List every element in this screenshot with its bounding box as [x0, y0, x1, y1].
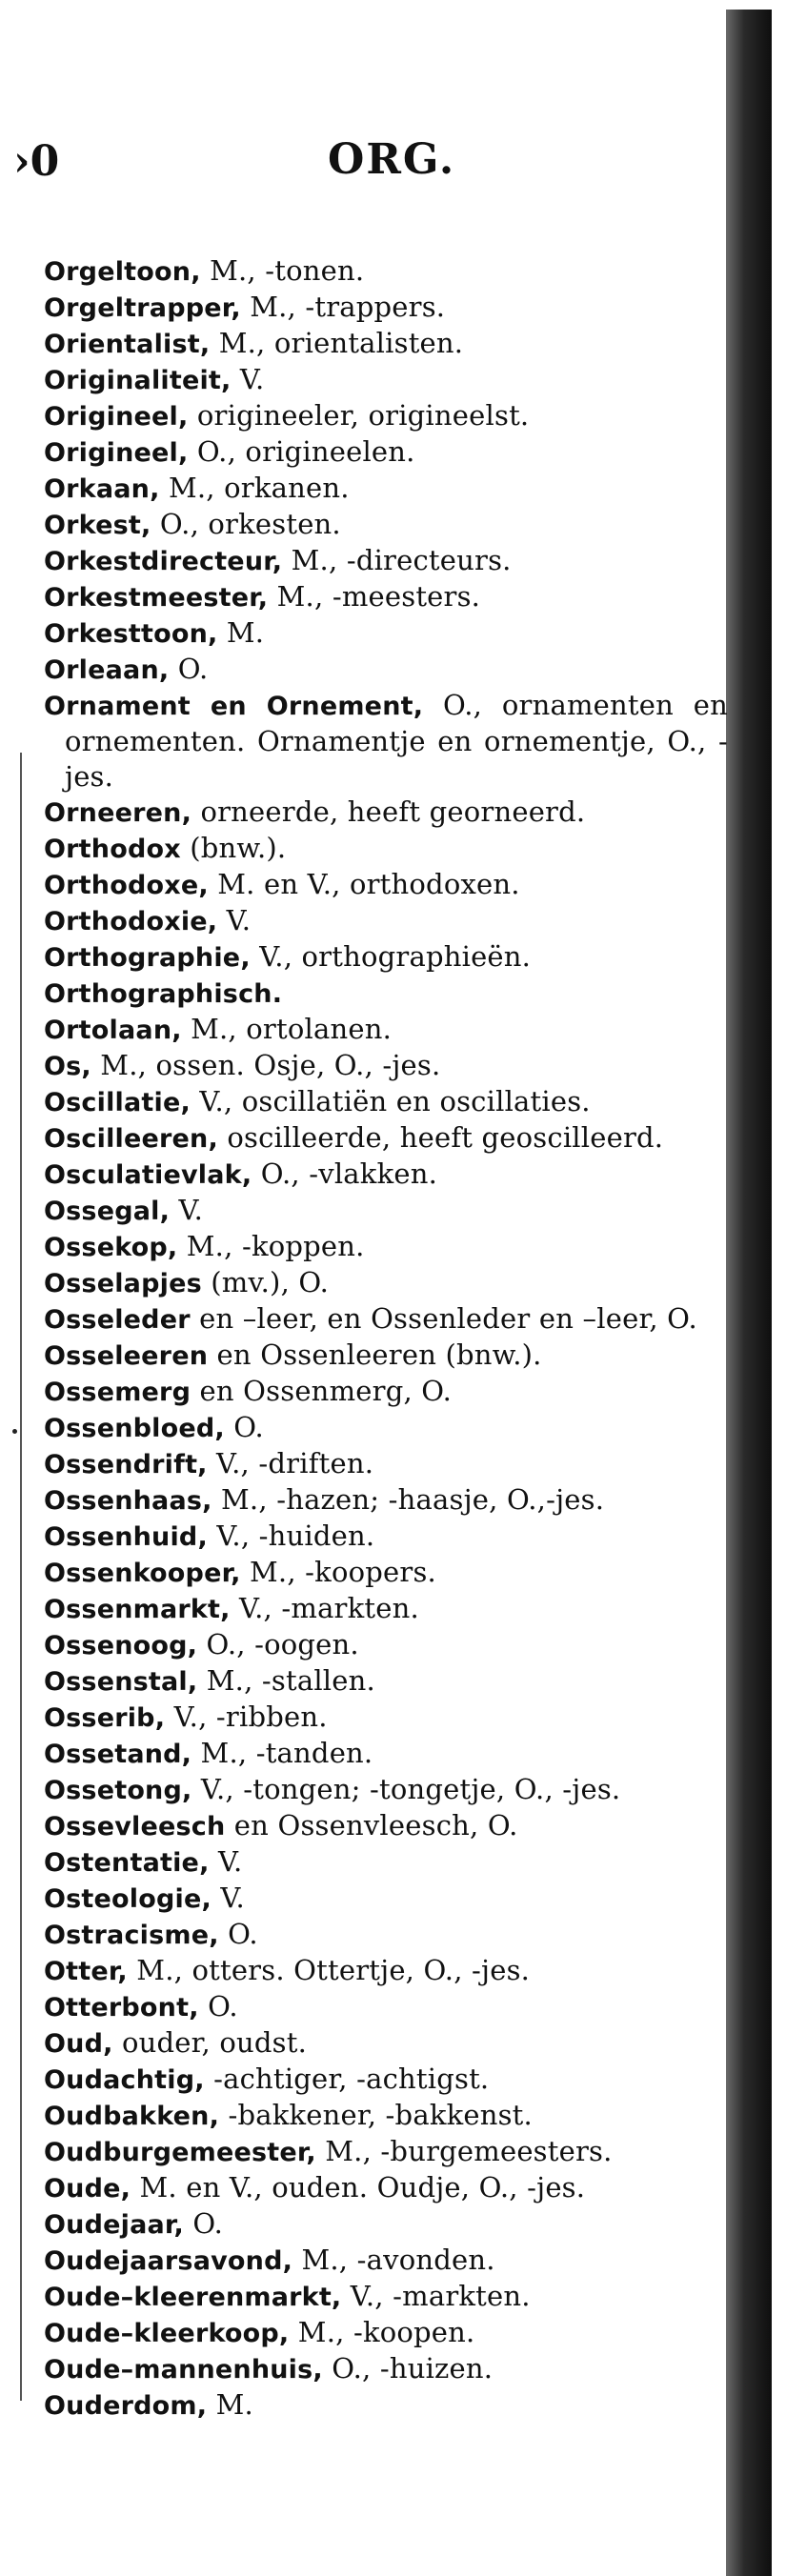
entry-definition: O. — [224, 1411, 264, 1443]
dictionary-entry — [44, 1953, 728, 1989]
entry-headword: Osselapjes — [44, 1269, 202, 1298]
dictionary-entry — [44, 1881, 728, 1917]
entry-headword: Orkestmeester, — [44, 583, 269, 613]
dictionary-entry — [44, 253, 728, 290]
entry-definition: V. — [211, 1882, 245, 1914]
entry-definition: M. — [207, 2388, 253, 2421]
entry-definition: (bnw.). — [180, 832, 287, 864]
entry-headword: Oudbakken, — [44, 2102, 220, 2131]
dictionary-entry — [44, 903, 728, 939]
dictionary-entry — [44, 1519, 728, 1555]
dictionary-entry — [44, 652, 728, 688]
entry-headword: Os, — [44, 1052, 91, 1081]
entry-headword: Orkaan, — [44, 474, 160, 504]
entry-definition: V. — [170, 1194, 203, 1226]
entry-definition: -bakkener, -bakkenst. — [219, 2099, 533, 2131]
entry-headword: Otterbont, — [44, 1993, 199, 2023]
dictionary-entry — [44, 1265, 728, 1301]
entry-definition: O. — [169, 653, 209, 685]
dictionary-entry — [44, 831, 728, 867]
entry-headword: Oudejaarsavond, — [44, 2246, 293, 2276]
dictionary-entry — [44, 2062, 728, 2098]
dictionary-entry — [44, 867, 728, 903]
entry-headword: Ortolaan, — [44, 1016, 182, 1045]
entry-headword: Osseleeren — [44, 1341, 209, 1371]
dictionary-entry — [44, 2206, 728, 2243]
entry-definition: oscilleerde, heeft geoscilleerd. — [217, 1121, 664, 1154]
entry-definition: V., -driften. — [207, 1447, 374, 1479]
entry-definition: ouder, oudst. — [112, 2026, 308, 2059]
entry-headword: Orientalist, — [44, 330, 211, 359]
dictionary-entry — [44, 1591, 728, 1627]
dictionary-entry — [44, 1627, 728, 1663]
dictionary-entry — [44, 976, 728, 1012]
dictionary-entry — [44, 1772, 728, 1808]
entry-definition: M. en V., ouden. Oudje, O., -jes. — [131, 2171, 586, 2204]
entry-headword: Orthodox — [44, 835, 181, 864]
entry-headword: Oude–mannenhuis, — [44, 2355, 323, 2385]
dictionary-entry — [44, 434, 728, 471]
entry-definition: M., -meesters. — [268, 580, 481, 613]
entry-headword: Otter, — [44, 1957, 128, 1986]
entry-definition: V. — [209, 1845, 243, 1878]
dictionary-entry — [44, 2387, 728, 2424]
entry-definition: M., -hazen; -haasje, O.,-jes. — [212, 1483, 605, 1516]
dictionary-entry — [44, 2315, 728, 2351]
dictionary-entry — [44, 1084, 728, 1120]
entry-definition: M., otters. Ottertje, O., -jes. — [127, 1954, 531, 1986]
entry-definition: M., -koppen. — [177, 1230, 365, 1262]
dictionary-entry — [44, 471, 728, 507]
entry-headword: Orthodoxe, — [44, 871, 209, 900]
dictionary-entry — [44, 615, 728, 652]
entry-definition: O., ornamenten en ornementen. Ornamentje en ornementje, O., -jes. — [65, 689, 729, 793]
dictionary-entry — [44, 2170, 728, 2206]
entry-definition: en Ossenleeren (bnw.). — [208, 1338, 542, 1371]
dictionary-entry — [44, 1808, 728, 1844]
entry-definition: en Ossenvleesch, O. — [225, 1809, 518, 1841]
entry-headword: Ossendrift, — [44, 1450, 208, 1479]
dictionary-entry — [44, 1301, 728, 1338]
entry-definition: O., origineelen. — [188, 435, 415, 468]
dictionary-entry — [44, 1012, 728, 1048]
dictionary-entry — [44, 2279, 728, 2315]
entry-headword: Ornament en Ornement, — [44, 692, 424, 721]
dictionary-entry — [44, 1555, 728, 1591]
entry-definition: O., orkesten. — [151, 508, 341, 540]
entry-definition: V., -ribben. — [165, 1701, 328, 1733]
entry-definition: V. — [217, 904, 252, 936]
entry-headword: Ossenhaas, — [44, 1486, 212, 1516]
entry-definition: M. en V., orthodoxen. — [208, 868, 520, 900]
dictionary-entry — [44, 1157, 728, 1193]
entry-definition: M., orkanen. — [159, 472, 350, 504]
entry-definition: V., -markten. — [341, 2280, 531, 2312]
dictionary-entry — [44, 579, 728, 615]
entry-definition: V., orthographieën. — [250, 940, 532, 973]
entry-definition: M., ossen. Osje, O., -jes. — [91, 1049, 441, 1081]
entry-headword: Ossetand, — [44, 1740, 192, 1769]
entry-headword: Ossenstal, — [44, 1667, 198, 1697]
entry-headword: Oude–kleerkoop, — [44, 2319, 290, 2348]
dictionary-entry — [44, 1736, 728, 1772]
entry-headword: Oude–kleerenmarkt, — [44, 2283, 342, 2312]
entry-definition: M., -stallen. — [197, 1664, 375, 1697]
dictionary-entry — [44, 362, 728, 398]
entry-definition: V., -huiden. — [207, 1519, 375, 1552]
entry-definition: V., -markten. — [230, 1592, 419, 1624]
dictionary-entry — [44, 1989, 728, 2025]
dictionary-entry — [44, 398, 728, 434]
entry-headword: Ostracisme, — [44, 1921, 219, 1950]
dictionary-entry — [44, 2243, 728, 2279]
dictionary-entry — [44, 1844, 728, 1881]
entry-definition: V., -tongen; -tongetje, O., -jes. — [191, 1773, 621, 1805]
dictionary-entry — [44, 795, 728, 831]
entry-headword: Oude, — [44, 2174, 131, 2204]
entry-headword: Orkesttoon, — [44, 619, 218, 649]
entry-headword: Osseleder — [44, 1305, 191, 1335]
entry-headword: Ossevleesch — [44, 1812, 226, 1841]
entry-headword: Oscillatie, — [44, 1088, 191, 1117]
running-head: ORG. — [328, 135, 456, 184]
entry-headword: Ossekop, — [44, 1233, 178, 1262]
entry-definition: V., oscillatiën en oscillaties. — [190, 1085, 591, 1117]
entry-headword: Oudburgemeester, — [44, 2138, 316, 2167]
dictionary-entry — [44, 543, 728, 579]
dictionary-entry — [44, 1410, 728, 1446]
entry-headword: Ossegal, — [44, 1197, 171, 1226]
entry-headword: Orgeltoon, — [44, 257, 201, 287]
entry-definition: O., -oogen. — [197, 1628, 359, 1660]
margin-dot — [12, 1429, 17, 1434]
entry-definition: M. — [217, 616, 265, 649]
entry-headword: Orthographisch. — [44, 979, 283, 1009]
dictionary-entry — [44, 290, 728, 326]
entry-headword: Ossetong, — [44, 1776, 192, 1805]
dictionary-entry — [44, 2098, 728, 2134]
entry-headword: Origineel, — [44, 438, 189, 468]
entry-definition: O. — [198, 1990, 238, 2023]
dictionary-entries — [44, 253, 728, 2424]
entry-headword: Orleaan, — [44, 655, 170, 685]
dictionary-entry — [44, 688, 728, 795]
page-edge-shadow — [726, 10, 772, 2576]
entry-definition: -achtiger, -achtigst. — [204, 2063, 490, 2095]
entry-definition: en –leer, en Ossenleder en –leer, O. — [190, 1302, 697, 1335]
dictionary-entry — [44, 1048, 728, 1084]
entry-definition: M., -trappers. — [240, 291, 446, 323]
dictionary-entry — [44, 1917, 728, 1953]
entry-definition: O. — [218, 1918, 258, 1950]
entry-headword: Ouderdom, — [44, 2391, 208, 2421]
entry-definition: M., -directeurs. — [282, 544, 512, 576]
entry-headword: Ossenoog, — [44, 1631, 198, 1660]
entry-headword: Orkestdirecteur, — [44, 547, 283, 576]
entry-definition: M., -koopers. — [240, 1556, 436, 1588]
page-number: ›0 — [13, 137, 60, 186]
entry-headword: Ossenmarkt, — [44, 1595, 231, 1624]
entry-definition: M., -tanden. — [191, 1737, 373, 1769]
entry-headword: Oud, — [44, 2029, 113, 2059]
entry-definition: M., orientalisten. — [210, 327, 464, 359]
dictionary-entry — [44, 939, 728, 976]
entry-headword: Osteologie, — [44, 1884, 212, 1914]
entry-headword: Originaliteit, — [44, 366, 232, 395]
entry-headword: Oudejaar, — [44, 2210, 184, 2240]
entry-definition: V. — [231, 363, 265, 395]
entry-headword: Ossenhuid, — [44, 1522, 208, 1552]
entry-definition: (mv.), O. — [201, 1266, 330, 1298]
entry-headword: Ostentatie, — [44, 1848, 210, 1878]
entry-definition: orneerde, heeft georneerd. — [191, 795, 586, 828]
dictionary-entry — [44, 1482, 728, 1519]
dictionary-entry — [44, 1229, 728, 1265]
entry-headword: Orthodoxie, — [44, 907, 218, 936]
dictionary-entry — [44, 1193, 728, 1229]
dictionary-entry — [44, 1374, 728, 1410]
entry-headword: Osculatievlak, — [44, 1160, 252, 1190]
dictionary-entry — [44, 2134, 728, 2170]
dictionary-entry — [44, 326, 728, 362]
entry-definition: M., ortolanen. — [181, 1013, 393, 1045]
entry-definition: M., -koopen. — [289, 2316, 475, 2348]
dictionary-entry — [44, 1120, 728, 1157]
dictionary-entry — [44, 507, 728, 543]
entry-headword: Origineel, — [44, 402, 189, 432]
margin-rule — [20, 753, 22, 2401]
entry-headword: Osserib, — [44, 1703, 166, 1733]
entry-definition: M., -avonden. — [292, 2244, 495, 2276]
entry-headword: Orthographie, — [44, 943, 251, 973]
entry-definition: M., -tonen. — [200, 254, 365, 287]
entry-definition: origineeler, origineelst. — [188, 399, 530, 432]
entry-headword: Oscilleeren, — [44, 1124, 218, 1154]
entry-headword: Ossenbloed, — [44, 1414, 225, 1443]
dictionary-entry — [44, 1700, 728, 1736]
entry-definition: O., -vlakken. — [252, 1157, 437, 1190]
entry-definition: O., -huizen. — [322, 2352, 494, 2385]
dictionary-entry — [44, 2351, 728, 2387]
dictionary-entry — [44, 1446, 728, 1482]
entry-definition: O. — [183, 2207, 224, 2240]
entry-headword: Oudachtig, — [44, 2065, 205, 2095]
entry-headword: Ossemerg — [44, 1378, 191, 1407]
entry-headword: Ossenkooper, — [44, 1559, 241, 1588]
dictionary-entry — [44, 1338, 728, 1374]
dictionary-entry — [44, 2025, 728, 2062]
entry-headword: Orkest, — [44, 511, 151, 540]
entry-definition: M., -burgemeesters. — [315, 2135, 613, 2167]
dictionary-entry — [44, 1663, 728, 1700]
entry-headword: Orneeren, — [44, 798, 192, 828]
entry-definition: en Ossenmerg, O. — [191, 1375, 452, 1407]
entry-headword: Orgeltrapper, — [44, 293, 241, 323]
